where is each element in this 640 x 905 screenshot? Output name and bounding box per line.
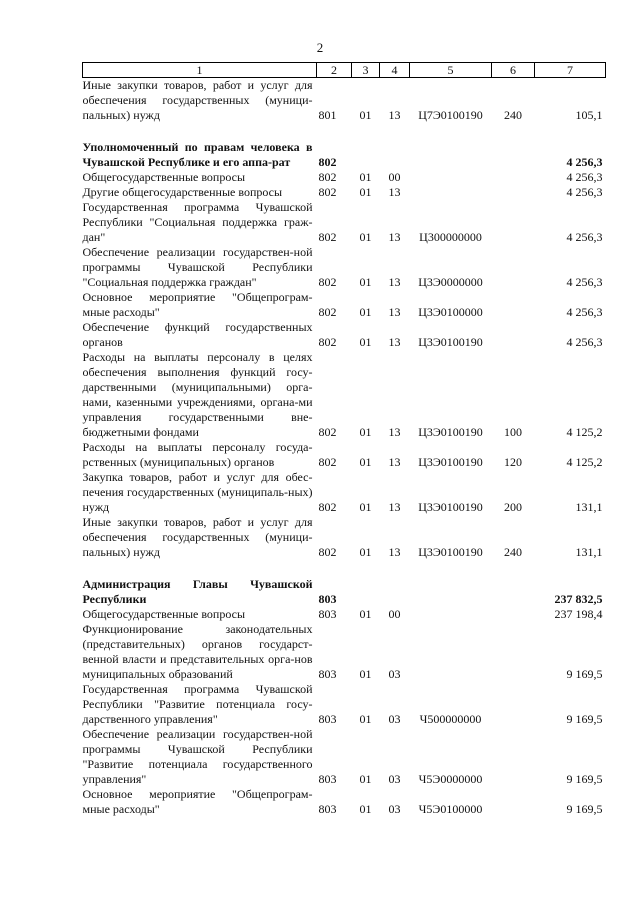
row-amount-cell: 9 169,5 bbox=[566, 667, 603, 681]
row-subsection-cell: 13 bbox=[388, 425, 401, 439]
row-subsection-cell: 03 bbox=[388, 772, 401, 786]
row-target-article-cell: Ц3Э0100190 bbox=[418, 545, 483, 559]
row-expense-type-cell: 240 bbox=[504, 108, 522, 122]
row-target-article-cell: Ц3Э0100190 bbox=[418, 455, 483, 469]
row-ministry-code-cell: 802 bbox=[318, 425, 337, 439]
row-amount-cell: 9 169,5 bbox=[566, 712, 603, 726]
spacer-row bbox=[83, 123, 606, 140]
row-expense-type-cell bbox=[492, 245, 535, 290]
row-section-cell: 01 bbox=[359, 305, 372, 319]
row-section-cell: 01 bbox=[359, 667, 372, 681]
row-expense-type-cell bbox=[492, 185, 535, 200]
row-section-cell bbox=[352, 577, 380, 607]
row-name-cell: Расходы на выплаты персоналу в целях обеспечения выполнения функций госу-дарственными (муниципальными) орга-нами, казенными учреждениями, органа-ми управления государственными вне-бюджетными фондами bbox=[82, 350, 313, 439]
row-section-cell: 01 bbox=[359, 108, 372, 122]
table-row bbox=[83, 245, 606, 290]
row-name-cell: Общегосударственные вопросы bbox=[82, 607, 246, 621]
row-ministry-code-cell: 802 bbox=[318, 305, 337, 319]
header-row bbox=[83, 63, 606, 78]
page-number: 2 bbox=[316, 40, 324, 55]
column-header-1: 1 bbox=[83, 63, 317, 78]
row-amount-cell: 9 169,5 bbox=[566, 772, 603, 786]
row-amount-cell: 4 256,3 bbox=[566, 275, 603, 289]
row-ministry-code-cell: 802 bbox=[318, 545, 337, 559]
spacer-cell bbox=[83, 560, 606, 577]
row-target-article-cell bbox=[410, 170, 492, 185]
table-row bbox=[83, 350, 606, 440]
row-expense-type-cell bbox=[492, 577, 535, 607]
table-row bbox=[83, 78, 606, 124]
row-name-cell: Государственная программа Чувашской Республики "Развитие потенциала госу-дарственного управления" bbox=[82, 682, 313, 726]
row-subsection-cell: 13 bbox=[388, 545, 401, 559]
row-name-cell: Другие общегосударственные вопросы bbox=[82, 185, 283, 199]
row-expense-type-cell: 120 bbox=[504, 455, 522, 469]
row-expense-type-cell: 240 bbox=[504, 545, 522, 559]
row-target-article-cell: Ц3Э0000000 bbox=[418, 275, 483, 289]
row-section-cell: 01 bbox=[359, 802, 372, 816]
row-target-article-cell bbox=[410, 622, 492, 682]
row-subsection-cell: 13 bbox=[388, 455, 401, 469]
row-ministry-code-cell: 802 bbox=[318, 500, 337, 514]
row-ministry-code-cell: 802 bbox=[318, 230, 337, 244]
column-header-7: 7 bbox=[535, 63, 606, 78]
row-ministry-code-cell: 802 bbox=[318, 185, 337, 199]
table-row bbox=[83, 682, 606, 727]
row-subsection-cell: 13 bbox=[388, 108, 401, 122]
table-row bbox=[83, 170, 606, 185]
row-expense-type-cell bbox=[492, 200, 535, 245]
row-amount-cell: 131,1 bbox=[575, 545, 603, 559]
row-amount-cell: 237 832,5 bbox=[554, 592, 603, 606]
row-amount-cell: 4 125,2 bbox=[566, 425, 603, 439]
row-expense-type-cell bbox=[492, 787, 535, 817]
row-name-cell: Основное мероприятие "Общепрограм-мные расходы" bbox=[82, 787, 313, 816]
table-header bbox=[83, 63, 606, 78]
row-expense-type-cell: 100 bbox=[504, 425, 522, 439]
row-target-article-cell: Ч5Э0000000 bbox=[418, 772, 483, 786]
row-ministry-code-cell: 802 bbox=[318, 455, 337, 469]
table-row bbox=[83, 727, 606, 787]
row-name-cell: Расходы на выплаты персоналу госуда-рственных (муниципальных) органов bbox=[82, 440, 313, 469]
row-ministry-code-cell: 803 bbox=[318, 802, 337, 816]
row-section-cell: 01 bbox=[359, 425, 372, 439]
row-expense-type-cell bbox=[492, 607, 535, 622]
row-name-cell: Обеспечение реализации государствен-ной программы Чувашской Республики "Социальная поддержка граждан" bbox=[82, 245, 313, 289]
column-header-3: 3 bbox=[352, 63, 380, 78]
table-row bbox=[83, 200, 606, 245]
table-row bbox=[83, 607, 606, 622]
section-header-row bbox=[83, 140, 606, 170]
table-row bbox=[83, 185, 606, 200]
row-ministry-code-cell: 802 bbox=[318, 335, 337, 349]
row-target-article-cell: Ц3Э0100190 bbox=[418, 500, 483, 514]
row-subsection-cell: 00 bbox=[388, 607, 401, 621]
row-amount-cell: 4 256,3 bbox=[566, 185, 603, 199]
row-name-cell: Обеспечение функций государственных органов bbox=[82, 320, 313, 349]
row-section-cell bbox=[352, 140, 380, 170]
table-row bbox=[83, 622, 606, 682]
row-expense-type-cell bbox=[492, 622, 535, 682]
row-subsection-cell: 13 bbox=[388, 335, 401, 349]
row-amount-cell: 237 198,4 bbox=[554, 607, 603, 621]
row-section-cell: 01 bbox=[359, 545, 372, 559]
row-subsection-cell: 03 bbox=[388, 802, 401, 816]
column-header-5: 5 bbox=[410, 63, 492, 78]
row-target-article-cell bbox=[410, 577, 492, 607]
row-ministry-code-cell: 803 bbox=[318, 772, 337, 786]
row-ministry-code-cell: 803 bbox=[318, 712, 337, 726]
spacer-row bbox=[83, 560, 606, 577]
column-header-6: 6 bbox=[492, 63, 535, 78]
row-subsection-cell: 13 bbox=[388, 275, 401, 289]
row-expense-type-cell bbox=[492, 682, 535, 727]
row-subsection-cell: 13 bbox=[388, 185, 401, 199]
row-name-cell: Иные закупки товаров, работ и услуг для обеспечения государственных (муници-пальных) нужд bbox=[82, 515, 313, 559]
row-name-cell: Государственная программа Чувашской Республики "Социальная поддержка граж-дан" bbox=[82, 200, 313, 244]
row-ministry-code-cell: 802 bbox=[318, 155, 337, 169]
row-expense-type-cell bbox=[492, 140, 535, 170]
row-name-cell: Иные закупки товаров, работ и услуг для обеспечения государственных (муници-пальных) нужд bbox=[82, 78, 313, 122]
row-expense-type-cell bbox=[492, 727, 535, 787]
row-amount-cell: 4 256,3 bbox=[566, 170, 603, 184]
row-amount-cell: 9 169,5 bbox=[566, 802, 603, 816]
table-row bbox=[83, 787, 606, 817]
row-name-cell: Закупка товаров, работ и услуг для обес-печения государственных (муниципаль-ных) нужд bbox=[82, 470, 313, 514]
row-ministry-code-cell: 801 bbox=[318, 108, 337, 122]
row-expense-type-cell bbox=[492, 170, 535, 185]
row-target-article-cell: Ц3Э0100190 bbox=[418, 335, 483, 349]
row-target-article-cell bbox=[410, 185, 492, 200]
row-name-cell: Обеспечение реализации государствен-ной программы Чувашской Республики "Развитие потенциала государственного управления" bbox=[82, 727, 313, 786]
row-subsection-cell: 03 bbox=[388, 667, 401, 681]
row-ministry-code-cell: 803 bbox=[318, 607, 337, 621]
table-row bbox=[83, 440, 606, 470]
row-name-cell: Общегосударственные вопросы bbox=[82, 170, 246, 184]
table-row bbox=[83, 515, 606, 560]
row-target-article-cell: Ц300000000 bbox=[419, 230, 482, 244]
row-subsection-cell bbox=[380, 140, 410, 170]
row-name-cell: Администрация Главы Чувашской Республики bbox=[82, 577, 313, 606]
row-expense-type-cell: 200 bbox=[504, 500, 522, 514]
row-ministry-code-cell: 802 bbox=[318, 170, 337, 184]
row-amount-cell: 131,1 bbox=[575, 500, 603, 514]
row-amount-cell: 105,1 bbox=[575, 108, 603, 122]
table-row bbox=[83, 470, 606, 515]
row-ministry-code-cell: 803 bbox=[318, 667, 337, 681]
row-section-cell: 01 bbox=[359, 712, 372, 726]
spacer-cell bbox=[83, 123, 606, 140]
row-section-cell: 01 bbox=[359, 230, 372, 244]
row-target-article-cell: Ч500000000 bbox=[419, 712, 482, 726]
row-section-cell: 01 bbox=[359, 772, 372, 786]
row-subsection-cell: 00 bbox=[388, 170, 401, 184]
row-section-cell: 01 bbox=[359, 500, 372, 514]
row-amount-cell: 4 256,3 bbox=[566, 305, 603, 319]
row-ministry-code-cell: 802 bbox=[318, 275, 337, 289]
row-expense-type-cell bbox=[492, 290, 535, 320]
row-subsection-cell bbox=[380, 577, 410, 607]
row-amount-cell: 4 256,3 bbox=[566, 230, 603, 244]
budget-table bbox=[82, 62, 606, 817]
row-section-cell: 01 bbox=[359, 335, 372, 349]
row-section-cell: 01 bbox=[359, 170, 372, 184]
row-target-article-cell bbox=[410, 607, 492, 622]
row-subsection-cell: 13 bbox=[388, 230, 401, 244]
row-section-cell: 01 bbox=[359, 185, 372, 199]
row-section-cell: 01 bbox=[359, 275, 372, 289]
row-subsection-cell: 13 bbox=[388, 305, 401, 319]
table-row bbox=[83, 320, 606, 350]
table-row bbox=[83, 290, 606, 320]
row-section-cell: 01 bbox=[359, 455, 372, 469]
row-name-cell: Основное мероприятие "Общепрограм-мные расходы" bbox=[82, 290, 313, 319]
row-target-article-cell: Ц7Э0100190 bbox=[418, 108, 483, 122]
row-section-cell: 01 bbox=[359, 607, 372, 621]
row-target-article-cell: Ч5Э0100000 bbox=[418, 802, 483, 816]
row-target-article-cell: Ц3Э0100000 bbox=[418, 305, 483, 319]
row-ministry-code-cell: 803 bbox=[318, 592, 337, 606]
column-header-4: 4 bbox=[380, 63, 410, 78]
row-name-cell: Уполномоченный по правам человека в Чувашской Республике и его аппа-рат bbox=[82, 140, 313, 169]
row-amount-cell: 4 256,3 bbox=[566, 335, 603, 349]
row-target-article-cell bbox=[410, 140, 492, 170]
row-target-article-cell: Ц3Э0100190 bbox=[418, 425, 483, 439]
row-name-cell: Функционирование законодательных (представительных) органов государст-венной власти и представительных орга-нов муниципальных образований bbox=[82, 622, 313, 681]
table-body bbox=[83, 78, 606, 818]
row-amount-cell: 4 125,2 bbox=[566, 455, 603, 469]
column-header-2: 2 bbox=[317, 63, 352, 78]
row-amount-cell: 4 256,3 bbox=[566, 155, 603, 169]
row-subsection-cell: 13 bbox=[388, 500, 401, 514]
row-expense-type-cell bbox=[492, 320, 535, 350]
section-header-row bbox=[83, 577, 606, 607]
row-subsection-cell: 03 bbox=[388, 712, 401, 726]
